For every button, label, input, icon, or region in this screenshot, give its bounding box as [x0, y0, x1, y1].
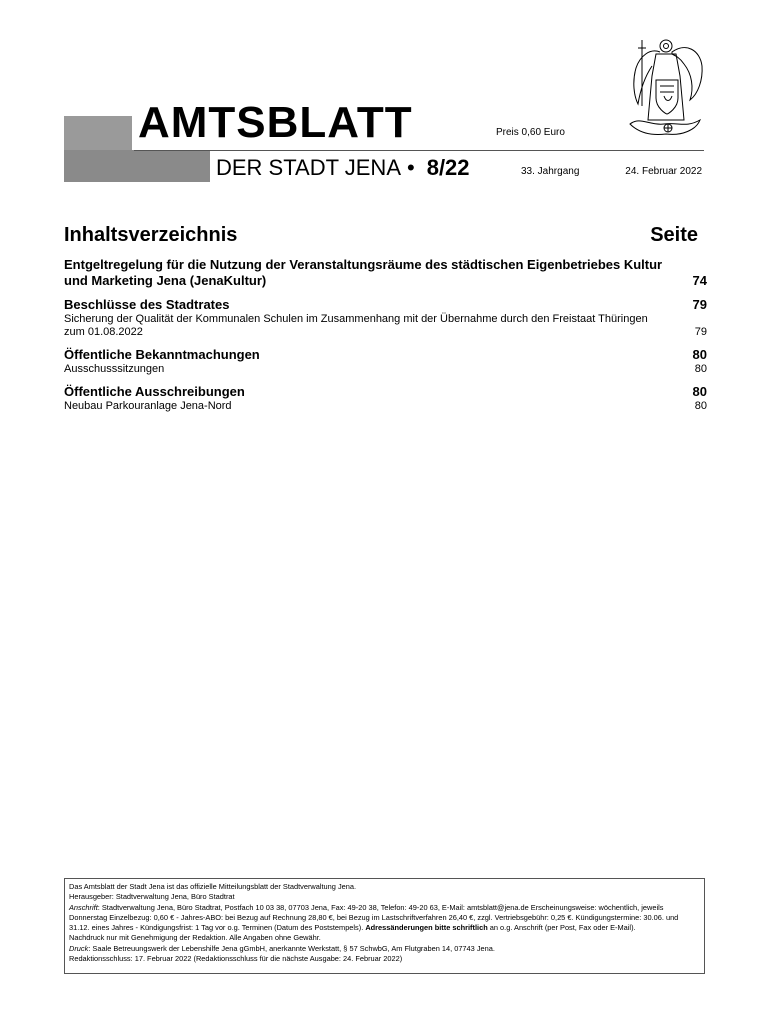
print-text: : Saale Betreuungswerk der Lebenshilfe Jena gGmbH, anerkannte Werkstatt, § 57 SchwbG, Am Flutgraben 14, 07743 Jena.: [88, 943, 495, 953]
imprint-line: Herausgeber: Stadtverwaltung Jena, Büro Stadtrat: [69, 892, 235, 902]
imprint-box: [64, 878, 705, 974]
toc-section[interactable]: [64, 347, 707, 376]
toc-section[interactable]: [64, 257, 707, 289]
address-change-note: Adressänderungen bitte schriftlich: [365, 923, 488, 933]
subtitle-text: DER STADT JENA: [216, 155, 401, 180]
toc-item-text: Neubau Parkouranlage Jena-Nord: [64, 400, 232, 412]
header-gray-bar-top: [64, 116, 132, 150]
toc-item-page: 80: [694, 363, 707, 375]
toc-item-text: Sicherung der Qualität der Kommunalen Schulen im Zusammenhang mit der Übernahme durch den Freistaat Thüringen zum 01.08.2022: [64, 313, 648, 338]
imprint-line: Nachdruck nur mit Genehmigung der Redaktion. Alle Angaben ohne Gewähr.: [69, 933, 321, 943]
toc-item[interactable]: [64, 363, 707, 376]
address-tail: an o.g. Anschrift (per Post, Fax oder E-Mail).: [487, 923, 636, 933]
toc-section[interactable]: [64, 297, 707, 339]
toc-item[interactable]: [64, 313, 707, 339]
issue-number: 8/22: [426, 155, 470, 180]
toc-item-page: 80: [694, 400, 707, 412]
toc-section-page: 80: [692, 347, 707, 362]
header-gray-bar-bottom: [64, 150, 210, 182]
address-label: Anschrift: [69, 902, 98, 912]
toc-section-title: Öffentliche Bekanntmachungen: [64, 347, 260, 362]
toc-section-title: Beschlüsse des Stadtrates: [64, 297, 230, 312]
imprint-address: [69, 903, 700, 934]
price: Preis 0,60 Euro: [496, 127, 565, 138]
toc-section[interactable]: [64, 384, 707, 413]
issue-date: 24. Februar 2022: [625, 166, 702, 177]
toc-section-title: Öffentliche Ausschreibungen: [64, 384, 245, 399]
toc-section-page: 74: [692, 273, 707, 288]
table-of-contents: [64, 257, 707, 421]
coat-of-arms-icon: [620, 36, 708, 142]
imprint-line: Das Amtsblatt der Stadt Jena ist das offizielle Mitteilungsblatt der Stadtverwaltung Jena.: [69, 882, 357, 891]
print-label: Druck: [69, 943, 89, 953]
imprint-print: [69, 944, 700, 954]
toc-item[interactable]: [64, 400, 707, 413]
subtitle: [216, 154, 470, 182]
page-title: AMTSBLATT: [138, 98, 413, 147]
toc-heading: Inhaltsverzeichnis: [64, 224, 238, 246]
toc-page-heading: Seite: [650, 224, 698, 246]
toc-section-page: 79: [692, 297, 707, 312]
volume: 33. Jahrgang: [521, 166, 580, 177]
bullet-separator: •: [407, 155, 415, 180]
toc-item-text: Ausschusssitzungen: [64, 363, 165, 375]
address-text: : Stadtverwaltung Jena, Büro Stadtrat, Postfach 10 03 38, 07703 Jena, Fax: 49-20 38, Telefon: 49-20 63, E-Mail: amtsblatt@jena.de Erscheinungsweise: wöchentlich, jeweils Donnerstag Einzelbezug: 0,60 € - Jahres-ABO: bei Bezug auf Rechnung 28,80 €, bei Bezug im Lastschriftverfahren 26,40 €, zzgl. Vertriebsgebühr: 0,25 €. Kündigungstermine: 30.06. und 31.12. eines Jahres - Kündigungsfrist: 1 Tag vor o.g. Terminen (Datum des Poststempels).: [69, 902, 679, 933]
header-divider: [134, 150, 704, 151]
toc-item-page: 79: [694, 326, 707, 338]
toc-section-title: Entgeltregelung für die Nutzung der Veranstaltungsräume des städtischen Eigenbetriebes Kultur und Marketing Jena (JenaKultur): [64, 257, 663, 288]
imprint-line: Redaktionsschluss: 17. Februar 2022 (Redaktionsschluss für die nächste Ausgabe: 24. Februar 2022): [69, 954, 403, 964]
toc-section-page: 80: [692, 384, 707, 399]
